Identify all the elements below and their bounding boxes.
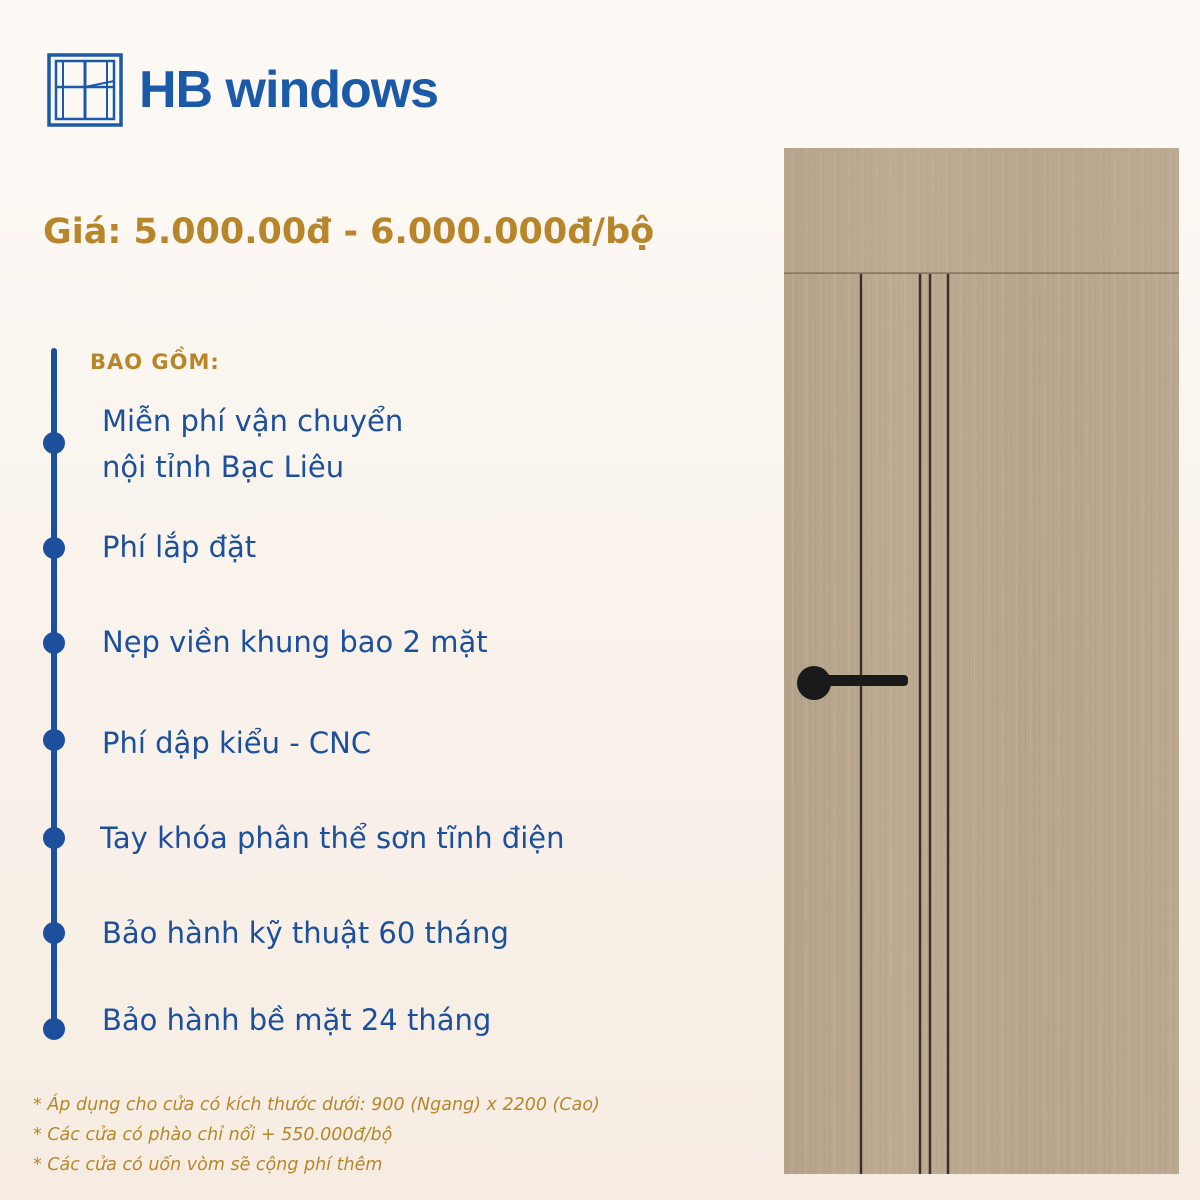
window-logo-icon [47, 53, 123, 127]
wooden-door-image [784, 148, 1179, 1174]
include-item-trim: Nẹp viền khung bao 2 mặt [102, 625, 488, 659]
timeline-dot [43, 922, 65, 944]
footnotes [33, 1090, 600, 1180]
timeline-dot [43, 827, 65, 849]
include-item-surface-warranty: Bảo hành bề mặt 24 tháng [102, 1003, 492, 1037]
include-item-cnc: Phí dập kiểu - CNC [102, 726, 372, 760]
price-range: Giá: 5.000.00đ - 6.000.000đ/bộ [43, 212, 655, 252]
include-item-label: nội tỉnh Bạc Liêu [102, 450, 345, 485]
footnote: * Các cửa có uốn vòm sẽ cộng phí thêm [33, 1155, 383, 1175]
include-item-free-shipping [102, 398, 403, 491]
timeline-dot [43, 537, 65, 559]
include-item-tech-warranty: Bảo hành kỹ thuật 60 tháng [102, 916, 509, 950]
timeline-dot [43, 729, 65, 751]
timeline-dot [43, 1018, 65, 1040]
includes-heading: BAO GỒM: [90, 350, 220, 374]
brand-name: HB windows [139, 61, 439, 119]
timeline-dot [43, 632, 65, 654]
timeline-dot [43, 432, 65, 454]
footnote: * Áp dụng cho cửa có kích thước dưới: 900 (Ngang) x 2200 (Cao) [33, 1095, 600, 1115]
include-item-installation: Phí lắp đặt [102, 530, 257, 564]
brand-logo [47, 53, 438, 127]
include-item-handle: Tay khóa phân thể sơn tĩnh điện [100, 821, 565, 855]
footnote: * Các cửa có phào chỉ nổi + 550.000đ/bộ [33, 1125, 393, 1145]
include-item-label: Miễn phí vận chuyển [102, 404, 404, 438]
